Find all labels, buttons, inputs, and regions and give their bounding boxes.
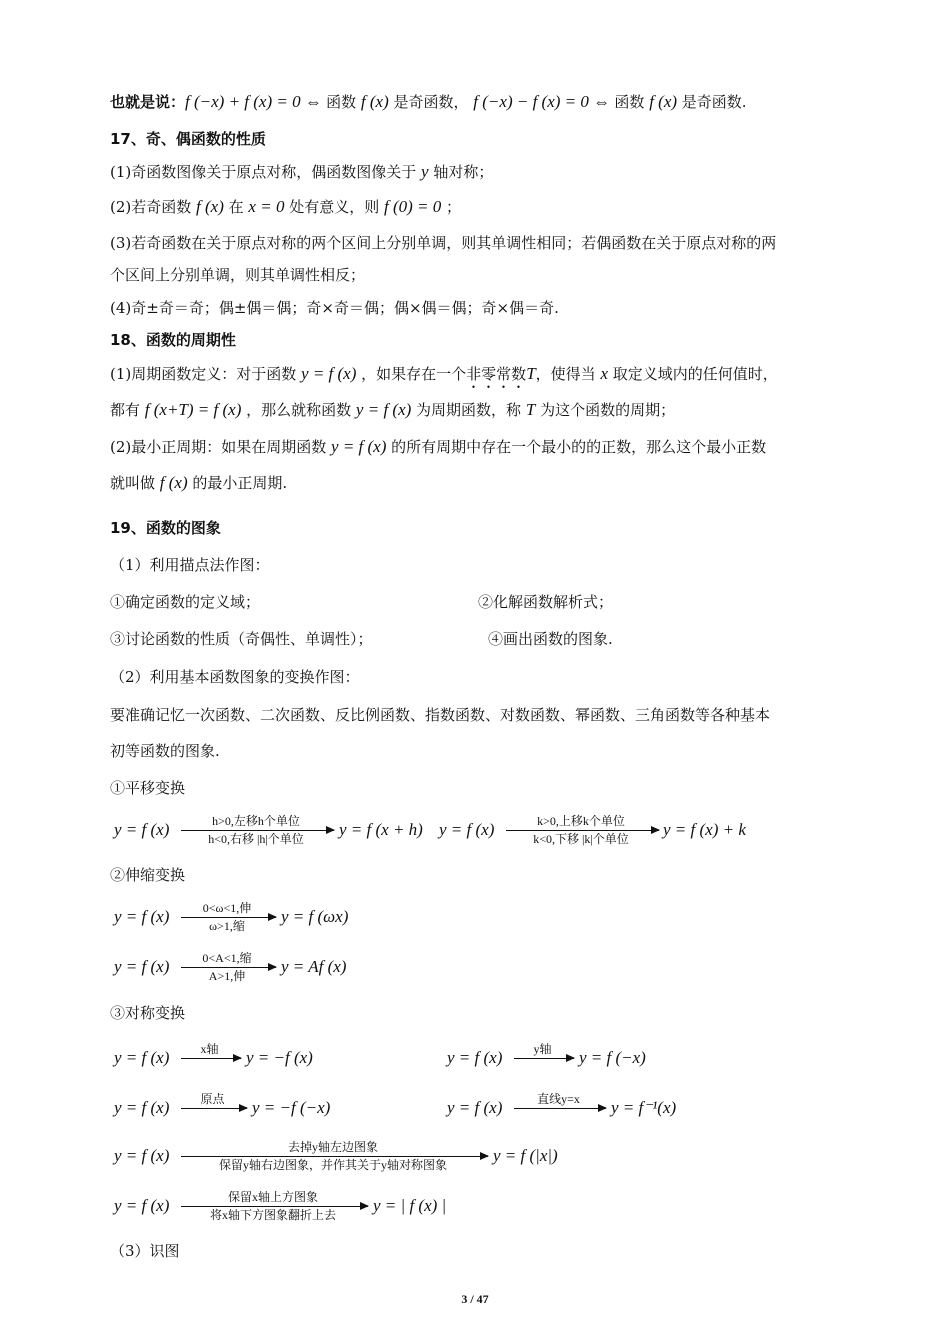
formula: f (−x) + f (x) = 0 ⇔ bbox=[185, 92, 327, 111]
text: ，那么就称函数 bbox=[241, 401, 356, 419]
arrow bbox=[181, 1156, 488, 1157]
text: (2)最小正周期：如果在周期函数 bbox=[110, 438, 332, 456]
s18-item-2b bbox=[110, 473, 287, 493]
arrow-label-top: h>0,左移h个单位 bbox=[212, 814, 300, 828]
s19-step-2: ②化解函数解析式； bbox=[478, 593, 614, 611]
s19-sub-1: （1）利用描点法作图： bbox=[110, 556, 270, 574]
formula-rhs: y = −f (x) bbox=[246, 1048, 313, 1067]
text: 取定义域内的任何值时， bbox=[607, 365, 778, 383]
formula-rhs: y = f (|x|) bbox=[493, 1146, 558, 1165]
formula-lhs: y = f (x) bbox=[447, 1098, 503, 1117]
s19-step-4: ④画出函数的图象. bbox=[488, 630, 613, 648]
s17-item-1 bbox=[110, 162, 493, 182]
text: (1)周期函数定义：对于函数 bbox=[110, 365, 302, 383]
arrow-label-top: 0<A<1,缩 bbox=[202, 951, 252, 965]
arrow-label-top: 去掉y轴左边图象 bbox=[287, 1140, 378, 1154]
s17-item-4: (4)奇±奇＝奇；偶±偶＝偶；奇×奇＝偶；偶×偶＝偶；奇×偶＝奇. bbox=[110, 299, 559, 317]
s19-para-1: 要准确记忆一次函数、二次函数、反比例函数、指数函数、对数函数、幂函数、三角函数等各种基本 bbox=[110, 706, 771, 724]
formula: f (x) bbox=[196, 197, 224, 216]
formula-rhs: y = f (x) + k bbox=[663, 820, 746, 839]
s19-step-3: ③讨论函数的性质（奇偶性、单调性）； bbox=[110, 630, 373, 648]
formula-rhs: y = f⁻¹(x) bbox=[611, 1098, 677, 1117]
arrow-label-bottom: ω>1,缩 bbox=[209, 919, 245, 933]
formula-lhs: y = f (x) bbox=[114, 1098, 170, 1117]
text: 是奇函数. bbox=[677, 93, 747, 111]
arrow-label-bottom: 将x轴下方图象翻折上去 bbox=[209, 1208, 336, 1222]
formula: f (x) bbox=[649, 92, 678, 111]
arrow-label-top: 原点 bbox=[200, 1092, 225, 1106]
arrow-label-top: k>0,上移k个单位 bbox=[537, 814, 625, 828]
formula: f (x) bbox=[360, 92, 389, 111]
formula: y bbox=[421, 162, 429, 181]
text: (2)若奇函数 bbox=[110, 198, 197, 216]
arrow-label-top: 直线y=x bbox=[537, 1092, 580, 1106]
text: 为周期函数，称 bbox=[411, 401, 526, 419]
formula-lhs: y = f (x) bbox=[114, 1196, 170, 1215]
formula: y = f (x) bbox=[301, 364, 357, 383]
text: 的最小正周期. bbox=[187, 474, 288, 492]
formula-lhs: y = f (x) bbox=[114, 820, 170, 839]
formula: T bbox=[526, 364, 536, 383]
page-number: 3 / 47 bbox=[461, 1292, 489, 1306]
section-18-title: 18、函数的周期性 bbox=[110, 331, 236, 349]
section-19-title: 19、函数的图象 bbox=[110, 519, 221, 537]
s18-item-1a bbox=[110, 364, 778, 392]
s19-sub-2: （2）利用基本函数图象的变换作图： bbox=[110, 668, 360, 686]
text: 在 bbox=[223, 198, 249, 216]
s17-item-3a: (3)若奇函数在关于原点对称的两个区间上分别单调，则其单调性相同；若偶函数在关于原点对称的两 bbox=[110, 234, 777, 252]
text: (1)奇函数图像关于原点对称，偶函数图像关于 bbox=[110, 163, 422, 181]
arrow-label-bottom: h<0,右移 |h|个单位 bbox=[208, 832, 304, 846]
s19-sub-3: （3）识图 bbox=[110, 1242, 180, 1260]
text: 轴对称； bbox=[428, 163, 494, 181]
arrow bbox=[181, 967, 276, 968]
arrow bbox=[181, 1108, 247, 1109]
text: 函数 bbox=[614, 93, 650, 111]
arrow-label-top: y轴 bbox=[533, 1042, 552, 1056]
text: 都有 bbox=[110, 401, 145, 419]
s19-para-2: 初等函数的图象. bbox=[110, 742, 220, 760]
text: 为这个函数的周期； bbox=[535, 401, 676, 419]
odd-function-summary bbox=[110, 92, 747, 112]
section-17-title: 17、奇、偶函数的性质 bbox=[110, 130, 266, 148]
formula-lhs: y = f (x) bbox=[114, 907, 170, 926]
arrow bbox=[181, 917, 276, 918]
formula-rhs: y = −f (−x) bbox=[252, 1098, 331, 1117]
formula: f (x) bbox=[159, 473, 188, 492]
text: 函数 bbox=[326, 93, 361, 111]
text: 就叫做 bbox=[110, 474, 160, 492]
s18-item-1b bbox=[110, 400, 675, 420]
arrow-label-bottom: k<0,下移 |k|个单位 bbox=[533, 832, 629, 846]
formula-lhs: y = f (x) bbox=[114, 1048, 170, 1067]
symmetry-title: ③对称变换 bbox=[110, 1004, 186, 1022]
formula: y = f (x) bbox=[331, 437, 387, 456]
formula: x bbox=[600, 364, 608, 383]
formula: f (x+T) = f (x) bbox=[144, 400, 242, 419]
scaling-title: ②伸缩变换 bbox=[110, 866, 186, 884]
text: 是奇函数， bbox=[388, 93, 474, 111]
arrow-label-bottom: 保留y轴右边图象，并作其关于y轴对称图象 bbox=[218, 1158, 447, 1172]
s18-item-2a bbox=[110, 437, 766, 457]
arrow bbox=[181, 1206, 368, 1207]
formula: y = f (x) bbox=[355, 400, 412, 419]
formula: f (0) = 0 bbox=[384, 197, 442, 216]
lead-text: 也就是说： bbox=[110, 93, 186, 111]
formula: x = 0 bbox=[248, 197, 285, 216]
s19-step-1: ①确定函数的定义域； bbox=[110, 593, 261, 611]
formula: f (−x) − f (x) = 0 ⇔ bbox=[473, 92, 615, 111]
arrow bbox=[514, 1108, 606, 1109]
formula-lhs: y = f (x) bbox=[447, 1048, 503, 1067]
arrow bbox=[506, 830, 659, 831]
formula: T bbox=[525, 400, 536, 419]
formula-rhs: y = f (x + h) bbox=[339, 820, 423, 839]
formula-rhs: y = | f (x) | bbox=[373, 1196, 447, 1215]
formula-lhs: y = f (x) bbox=[114, 957, 170, 976]
formula-lhs: y = f (x) bbox=[114, 1146, 170, 1165]
arrow-label-bottom: A>1,伸 bbox=[208, 969, 246, 983]
emphasis-text: 非零常数 bbox=[466, 365, 527, 383]
s17-item-3b: 个区间上分别单调，则其单调性相反； bbox=[110, 266, 366, 284]
arrow-label-top: 保留x轴上方图象 bbox=[227, 1190, 318, 1204]
arrow-label-top: 0<ω<1,伸 bbox=[202, 901, 252, 915]
arrow bbox=[181, 830, 334, 831]
formula-lhs: y = f (x) bbox=[439, 820, 495, 839]
arrow bbox=[181, 1058, 241, 1059]
translation-title: ①平移变换 bbox=[110, 779, 186, 797]
arrow bbox=[514, 1058, 574, 1059]
text: 的所有周期中存在一个最小的的正数，那么这个最小正数 bbox=[386, 438, 767, 456]
text: ，如果存在一个 bbox=[356, 365, 467, 383]
text: ，使得当 bbox=[535, 365, 601, 383]
arrow-label-top: x轴 bbox=[200, 1042, 219, 1056]
formula-rhs: y = Af (x) bbox=[281, 957, 347, 976]
s17-item-2 bbox=[110, 197, 461, 217]
formula-rhs: y = f (ωx) bbox=[281, 907, 349, 926]
text: 处有意义，则 bbox=[284, 198, 384, 216]
formula-rhs: y = f (−x) bbox=[579, 1048, 646, 1067]
text: ； bbox=[441, 198, 462, 216]
